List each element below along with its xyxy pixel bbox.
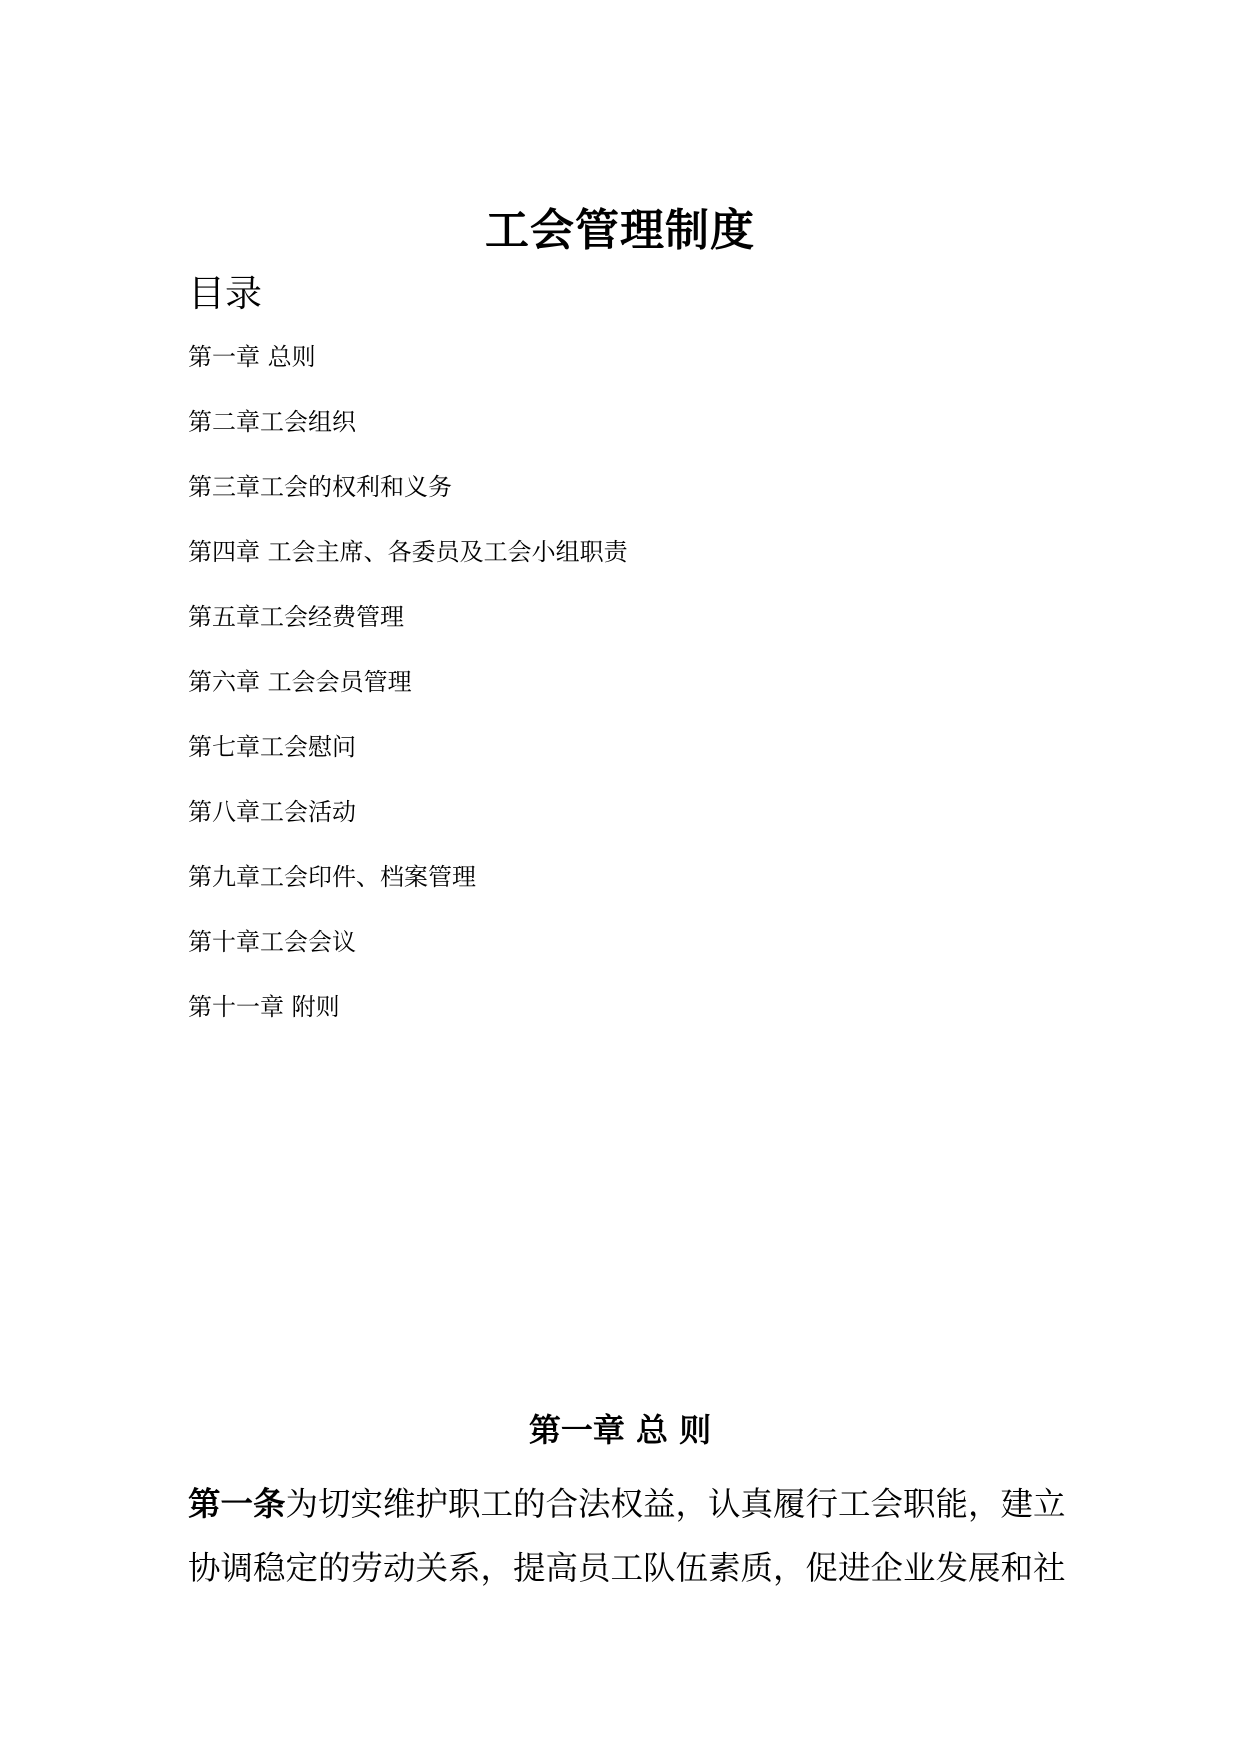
toc-list: [188, 340, 628, 1055]
article-label: 第一条: [188, 1485, 286, 1523]
toc-item: 第一章 总则: [188, 343, 316, 371]
article-text-line-2: 协调稳定的劳动关系，提高员工队伍素质，促进企业发展和社: [188, 1549, 1066, 1587]
document-title: 工会管理制度: [485, 205, 755, 256]
chapter-heading: 第一章 总 则: [528, 1411, 712, 1449]
toc-item: 第四章 工会主席、各委员及工会小组职责: [188, 538, 628, 566]
article-paragraph: [188, 1472, 1098, 1600]
toc-item: 第五章工会经费管理: [188, 603, 404, 631]
toc-item: 第十章工会会议: [188, 928, 356, 956]
article-text-line-1: 为切实维护职工的合法权益，认真履行工会职能，建立: [285, 1485, 1066, 1523]
toc-item: 第九章工会印件、档案管理: [188, 863, 476, 891]
toc-item: 第六章 工会会员管理: [188, 668, 412, 696]
toc-item: 第八章工会活动: [188, 798, 356, 826]
toc-heading: 目录: [188, 272, 262, 315]
article-line-1: [188, 1472, 1098, 1536]
toc-item: 第三章工会的权利和义务: [188, 473, 452, 501]
toc-item: 第七章工会慰问: [188, 733, 356, 761]
toc-item: 第二章工会组织: [188, 408, 356, 436]
toc-item: 第十一章 附则: [188, 993, 340, 1021]
